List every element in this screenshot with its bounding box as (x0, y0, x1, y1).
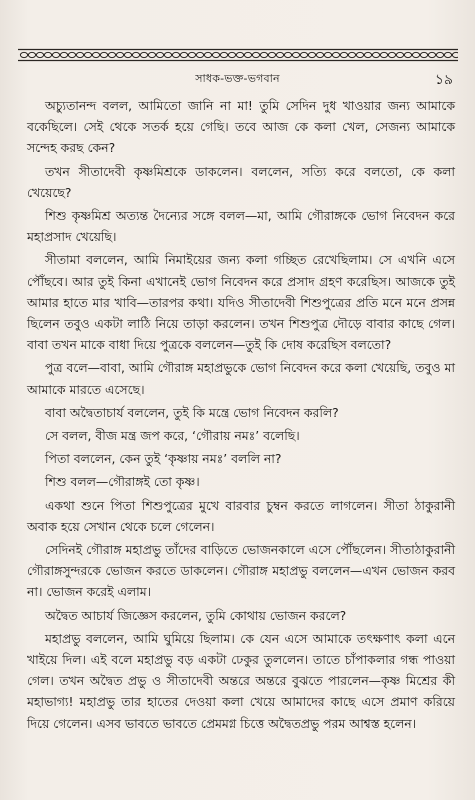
running-header (0, 66, 475, 88)
paragraph: সেদিনই গৌরাঙ্গ মহাপ্রভু তাঁদের বাড়িতে ভোজনকালে এসে পৌঁছলেন। সীতাঠাকুরানী গৌরাঙ্গসুন্দরকে ভোজন করতে ডাকলেন। গৌরাঙ্গ মহাপ্রভু বললেন—এখন ভোজন করব না। ভোজন করেই এলাম। (27, 542, 455, 600)
page-number: ১৯ (434, 72, 453, 88)
paragraph: সীতামা বললেন, আমি নিমাইয়ের জন্য কলা গচ্ছিত রেখেছিলাম। সে এখনি এসে পৌঁছবে। আর তুই কিনা এখানেই ভোগ নিবেদন করে প্রসাদ গ্রহণ করেছিস। আজকে তুই আমার হাতে মার খাবি—তারপর কথা। যদিও সীতাদেবী শিশুপুত্রের প্রতি মনে মনে প্রসন্ন ছিলেন তবুও একটা লাঠি নিয়ে তাড়া করলেন। তখন শিশুপুত্র দৌড়ে বাবার কাছে গেল। বাবা তখন মাকে বাধা দিয়ে পুত্রকে বললেন—তুই কি দোষ করেছিস বলতো? (27, 252, 455, 353)
ornament-border-icon (18, 48, 458, 62)
body-text (27, 95, 455, 736)
paragraph: পিতা বললেন, কেন তুই ‘কৃষ্ণায় নমঃ’ বললি না? (45, 451, 282, 467)
paragraph: সে বলল, বীজ মন্ত্র জপ করে, ‘গৌরায় নমঃ’ বলেছি। (45, 428, 300, 444)
paragraph: পুত্র বলে—বাবা, আমি গৌরাঙ্গ মহাপ্রভুকে ভোগ নিবেদন করে কলা খেয়েছি, তবুও মা আমাকে মারতে এসেছে। (27, 360, 455, 397)
paragraph: মহাপ্রভু বললেন, আমি ঘুমিয়ে ছিলাম। কে যেন এসে আমাকে তৎক্ষণাৎ কলা এনে খাইয়ে দিল। এই বলে মহাপ্রভু বড় একটা ঢেকুর তুললেন। তাতে চাঁপাকলার গন্ধ পাওয়া গেল। তখন অদ্বৈত প্রভু ও সীতাদেবী অন্তরে অন্তরে বুঝতে পারলেন—কৃষ্ণ মিশ্রের কী মহাভাগ্য! মহাপ্রভু তার হাতের দেওয়া কলা খেয়ে আমাদের কাছে এসে প্রমাণ করিয়ে দিয়ে গেলেন। এসব ভাবতে ভাবতে প্রেমমগ্ন চিত্তে অদ্বৈতপ্রভু পরম আশ্বস্ত হলেন। (27, 630, 455, 731)
paragraph: তখন সীতাদেবী কৃষ্ণমিশ্রকে ডাকলেন। বললেন, সত্যি করে বলতো, কে কলা খেয়েছে? (27, 163, 455, 200)
running-title: সাধক-ভক্ত-ভগবান (195, 72, 280, 85)
paragraph: শিশু কৃষ্ণমিশ্র অত্যন্ত দৈন্যের সঙ্গে বলল—মা, আমি গৌরাঙ্গকে ভোগ নিবেদন করে মহাপ্রসাদ খেয়েছি। (27, 208, 455, 245)
paragraph: শিশু বলল—গৌরাঙ্গই তো কৃষ্ণ। (45, 474, 200, 490)
decorative-border (18, 48, 458, 62)
paragraph: একথা শুনে পিতা শিশুপুত্রের মুখে বারবার চুম্বন করতে লাগলেন। সীতা ঠাকুরানী অবাক হয়ে সেখান থেকে চলে গেলেন। (27, 497, 455, 534)
paragraph: অদ্বৈত আচার্য জিজ্ঞেস করলেন, তুমি কোথায় ভোজন করলে? (45, 607, 347, 623)
paragraph: অচ্যুতানন্দ বলল, আমিতো জানি না মা! তুমি সেদিন দুধ খাওয়ার জন্য আমাকে বকেছিলে। সেই থেকে সতর্ক হয়ে গেছি। তবে আজ কে কলা খেল, সেজন্য আমাকে সন্দেহ করছ কেন? (27, 98, 455, 156)
paragraph: বাবা অদ্বৈতাচার্য বললেন, তুই কি মন্ত্রে ভোগ নিবেদন করলি? (45, 404, 339, 420)
